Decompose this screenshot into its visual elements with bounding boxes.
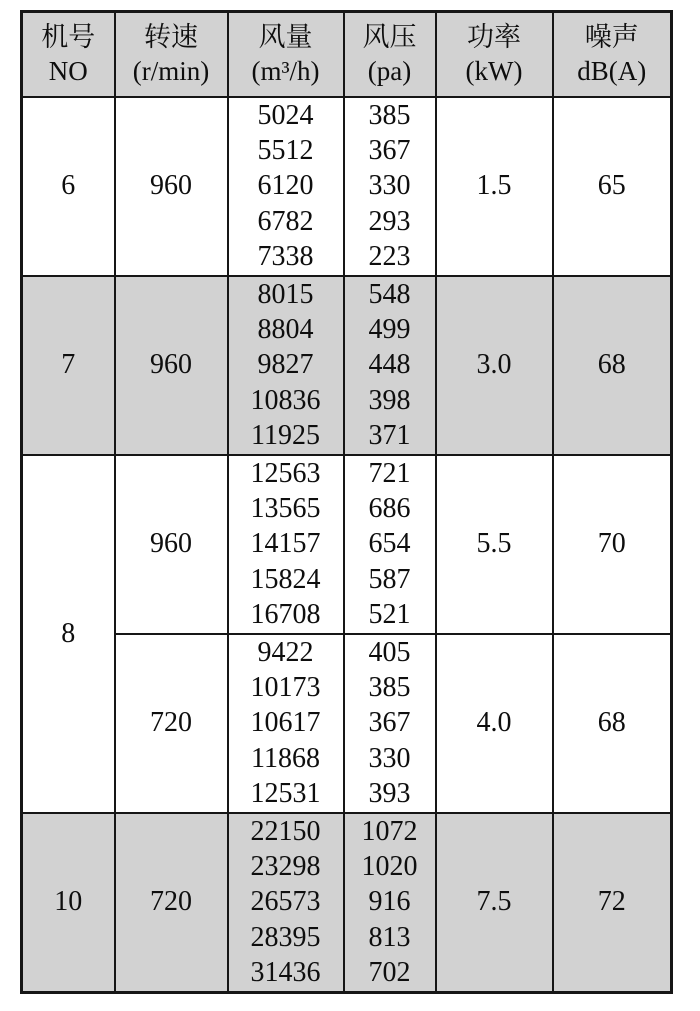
- machine-no-cell: 10: [22, 813, 115, 993]
- noise-cell: 70: [553, 455, 672, 634]
- air-volume-cell: [228, 634, 344, 813]
- air-pressure-value: 385: [368, 99, 411, 131]
- speed-cell: 960: [115, 276, 228, 455]
- header-power: [436, 12, 553, 97]
- air-pressure-value: 385: [368, 672, 411, 703]
- header-speed-unit: (r/min): [132, 56, 210, 87]
- air-volume-value: 10173: [250, 672, 321, 703]
- air-pressure-value: 367: [368, 707, 411, 739]
- air-volume-value: 8015: [257, 278, 314, 310]
- header-power-cn: 功率: [467, 22, 521, 53]
- air-pressure-value: 521: [368, 599, 411, 631]
- air-pressure-value: 654: [368, 528, 411, 560]
- speed-cell: 960: [115, 455, 228, 634]
- header-air-volume-cn: 风量: [258, 22, 313, 53]
- air-pressure-cell: [344, 813, 436, 993]
- air-volume-value: 13565: [250, 492, 321, 524]
- header-row: [22, 12, 672, 97]
- air-volume-value: 6120: [257, 170, 314, 202]
- air-volume-cell: [228, 276, 344, 455]
- machine-no-cell: 7: [22, 276, 115, 455]
- power-cell: 1.5: [436, 97, 553, 276]
- air-volume-value: 22150: [250, 815, 321, 847]
- air-pressure-value: 813: [368, 921, 411, 953]
- machine-no-cell: 8: [22, 455, 115, 813]
- air-volume-value: 7338: [257, 241, 314, 273]
- air-volume-value: 14157: [250, 528, 321, 560]
- air-volume-cell: [228, 813, 344, 993]
- air-volume-value: 11868: [251, 742, 320, 774]
- air-pressure-value: 1020: [361, 851, 418, 883]
- air-volume-value: 9422: [257, 636, 314, 668]
- air-pressure-value: 367: [368, 134, 411, 166]
- air-pressure-value: 1072: [361, 815, 418, 847]
- air-volume-cell: [228, 97, 344, 276]
- air-pressure-value: 702: [368, 957, 411, 989]
- header-noise: [553, 12, 672, 97]
- air-volume-value: 8804: [257, 313, 314, 345]
- table-row: [22, 276, 672, 455]
- noise-cell: 68: [553, 276, 672, 455]
- air-volume-value: 16708: [250, 599, 321, 631]
- power-cell: 7.5: [436, 813, 553, 993]
- power-cell: 4.0: [436, 634, 553, 813]
- speed-cell: 960: [115, 97, 228, 276]
- air-pressure-value: 330: [368, 170, 411, 202]
- header-speed: [115, 12, 228, 97]
- air-pressure-value: 499: [368, 313, 411, 345]
- table-row: [22, 813, 672, 993]
- air-volume-value: 23298: [250, 851, 321, 883]
- header-air-volume-unit: (m³/h): [251, 56, 320, 87]
- table-row: [22, 97, 672, 276]
- air-pressure-value: 916: [368, 886, 411, 918]
- air-pressure-value: 371: [368, 420, 411, 452]
- air-pressure-value: 330: [368, 742, 411, 774]
- speed-cell: 720: [115, 634, 228, 813]
- header-air-pressure-unit: (pa): [367, 56, 412, 87]
- table-body: [22, 97, 672, 993]
- table-row: [22, 634, 672, 813]
- air-pressure-value: 393: [368, 778, 411, 810]
- air-pressure-cell: [344, 455, 436, 634]
- table-row: [22, 455, 672, 634]
- fan-spec-table: [20, 10, 673, 994]
- air-pressure-value: 548: [368, 278, 411, 310]
- header-air-volume: [228, 12, 344, 97]
- machine-no-cell: 6: [22, 97, 115, 276]
- air-volume-value: 5512: [257, 134, 314, 166]
- air-pressure-value: 398: [368, 384, 411, 416]
- header-air-pressure-cn: 风压: [362, 22, 417, 53]
- air-volume-value: 12563: [250, 457, 321, 489]
- air-pressure-cell: [344, 97, 436, 276]
- air-pressure-value: 293: [368, 205, 411, 237]
- header-speed-cn: 转速: [144, 22, 198, 53]
- air-volume-value: 28395: [250, 921, 321, 953]
- air-volume-value: 12531: [250, 778, 321, 810]
- air-volume-cell: [228, 455, 344, 634]
- air-volume-value: 10836: [250, 384, 321, 416]
- air-volume-value: 6782: [257, 205, 314, 237]
- header-air-pressure: [344, 12, 436, 97]
- air-pressure-value: 587: [368, 563, 411, 595]
- air-pressure-cell: [344, 276, 436, 455]
- header-power-unit: (kW): [465, 56, 523, 87]
- air-volume-value: 10617: [250, 707, 321, 739]
- air-volume-value: 31436: [250, 957, 321, 989]
- noise-cell: 68: [553, 634, 672, 813]
- noise-cell: 65: [553, 97, 672, 276]
- air-volume-value: 9827: [257, 349, 314, 381]
- noise-cell: 72: [553, 813, 672, 993]
- header-machine-no: [22, 12, 115, 97]
- air-pressure-value: 686: [368, 492, 411, 524]
- air-volume-value: 5024: [257, 99, 314, 131]
- air-volume-value: 15824: [250, 563, 321, 595]
- power-cell: 5.5: [436, 455, 553, 634]
- air-volume-value: 26573: [250, 886, 321, 918]
- air-pressure-value: 448: [368, 349, 411, 381]
- air-pressure-value: 721: [368, 457, 411, 489]
- header-noise-unit: dB(A): [577, 56, 647, 87]
- header-machine-no-cn: 机号: [41, 22, 96, 53]
- air-pressure-value: 405: [368, 636, 411, 668]
- air-volume-value: 11925: [251, 420, 320, 452]
- air-pressure-cell: [344, 634, 436, 813]
- header-machine-no-unit: NO: [48, 56, 88, 87]
- header-noise-cn: 噪声: [584, 22, 639, 53]
- speed-cell: 720: [115, 813, 228, 993]
- air-pressure-value: 223: [368, 241, 411, 273]
- power-cell: 3.0: [436, 276, 553, 455]
